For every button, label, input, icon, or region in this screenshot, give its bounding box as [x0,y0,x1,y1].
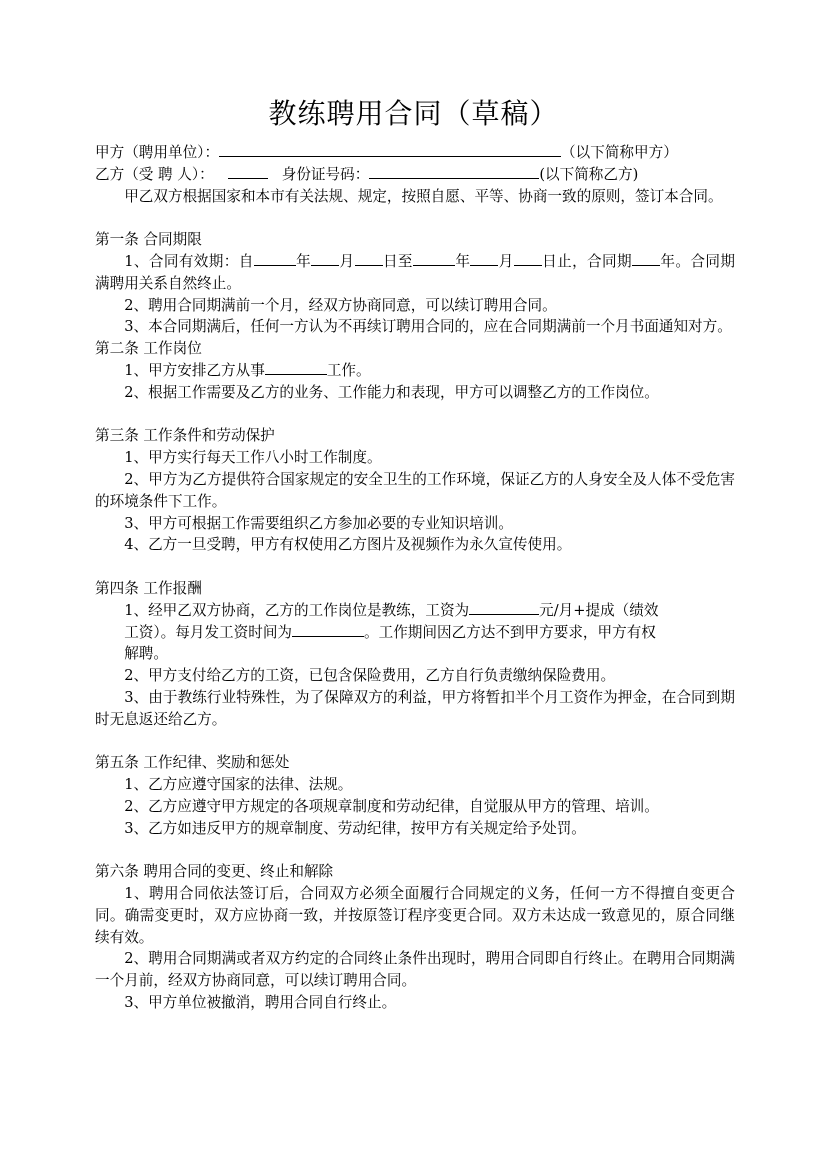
section-3-item-4: 4、乙方一旦受聘，甲方有权使用乙方图片及视频作为永久宣传使用。 [124,536,572,554]
section-3-item-3: 3、甲方可根据工作需要组织乙方参加必要的专业知识培训。 [124,514,513,532]
section-1-heading: 第一条 合同期限 [95,231,202,249]
party-b-name-field[interactable] [228,164,268,179]
section-4-item-1 [95,600,735,665]
party-a-label: 甲方（聘用单位）： [95,144,220,161]
section-6-heading: 第六条 聘用合同的变更、终止和解除 [95,863,334,881]
section-6-item-2: 2、聘用合同期满或者双方约定的合同终止条件出现时，聘用合同即自行终止。在聘用合同期满一个月前，经双方协商同意，可以续订聘用合同。 [95,950,735,990]
section-5-item-2: 2、乙方应遵守甲方规定的各项规章制度和劳动纪律，自觉服从甲方的管理、培训。 [124,797,659,815]
item-text: 月 [498,252,514,270]
section-3-heading: 第三条 工作条件和劳动保护 [95,427,275,445]
party-b-suffix: (以下简称乙方) [539,165,639,183]
preamble: 甲乙双方根据国家和本市有关法规、规定，按照自愿、平等、协商一致的原则，签订本合同。 [124,187,723,205]
item-text: 1、合同有效期：自 [124,252,254,270]
item-text: 1、经甲乙双方协商，乙方的工作岗位是教练，工资为 [124,601,470,619]
item-text: 日至 [382,252,413,270]
end-year-field[interactable] [413,251,455,266]
section-3-item-2: 2、甲方为乙方提供符合国家规定的安全卫生的工作环境，保证乙方的人身安全及人体不受危害的环境条件下工作。 [95,470,735,510]
section-5-item-1: 1、乙方应遵守国家的法律、法规。 [124,776,353,794]
party-a-line [95,142,735,164]
item-text: 元/月+提成（绩效 [539,601,659,619]
document-body [95,142,735,1014]
section-2-heading: 第二条 工作岗位 [95,340,202,358]
job-field[interactable] [265,360,327,375]
end-day-field[interactable] [514,251,542,266]
item-text: 。工作期间因乙方达不到甲方要求，甲方有权 [364,623,656,641]
section-6-item-3: 3、甲方单位被撤消，聘用合同自行终止。 [124,994,397,1012]
section-2-item-2: 2、根据工作需要及乙方的业务、工作能力和表现，甲方可以调整乙方的工作岗位。 [124,383,659,401]
salary-field[interactable] [469,600,539,615]
end-month-field[interactable] [470,251,498,266]
item-text: 工资）。每月发工资时间为 [124,623,293,641]
start-year-field[interactable] [254,251,296,266]
start-day-field[interactable] [355,251,383,266]
section-4-heading: 第四条 工作报酬 [95,579,202,597]
section-2-item-1 [95,360,735,382]
item-text: 月 [339,252,355,270]
section-5-heading: 第五条 工作纪律、奖励和惩处 [95,754,290,772]
section-4-item-2: 2、甲方支付给乙方的工资，已包含保险费用，乙方自行负责缴纳保险费用。 [124,667,616,685]
item-text: 年。合同期满聘用关系自然终止。 [95,252,735,292]
item-text: 日止，合同期 [541,252,633,270]
term-years-field[interactable] [632,251,660,266]
item-text: 解聘。 [124,645,168,663]
item-text: 年 [454,252,471,270]
item-text: 工作。 [326,361,371,379]
section-1-item-1 [95,251,735,295]
section-3-item-1: 1、甲方实行每天工作八小时工作制度。 [124,449,382,467]
party-b-id-field[interactable] [369,164,539,179]
party-a-suffix: （以下简称甲方） [561,144,678,161]
party-b-label: 乙方（受 聘 人）： [95,165,214,183]
section-4-item-3: 3、由于教练行业特殊性，为了保障双方的利益，甲方将暂扣半个月工资作为押金，在合同到期时无息返还给乙方。 [95,688,735,728]
party-b-line [95,164,735,186]
item-text: 1、甲方安排乙方从事 [124,361,265,379]
section-1-item-3: 3、本合同期满后，任何一方认为不再续订聘用合同的，应在合同期满前一个月书面通知对方。 [124,318,732,336]
document-title: 教练聘用合同（草稿） [268,97,559,130]
payday-field[interactable] [292,622,364,637]
party-b-id-label: 身份证号码： [281,165,370,183]
start-month-field[interactable] [311,251,339,266]
section-6-item-1: 1、聘用合同依法签订后，合同双方必须全面履行合同规定的义务，任何一方不得擅自变更合同。确需变更时，双方应协商一致，并按原签订程序变更合同。双方未达成一致意见的，原合同继续有效。 [95,885,735,946]
item-text: 年 [295,252,312,270]
party-a-name-field[interactable] [219,142,561,157]
section-1-item-2: 2、聘用合同期满前一个月，经双方协商同意，可以续订聘用合同。 [124,296,557,314]
section-5-item-3: 3、乙方如违反甲方的规章制度、劳动纪律，按甲方有关规定给予处罚。 [124,819,586,837]
